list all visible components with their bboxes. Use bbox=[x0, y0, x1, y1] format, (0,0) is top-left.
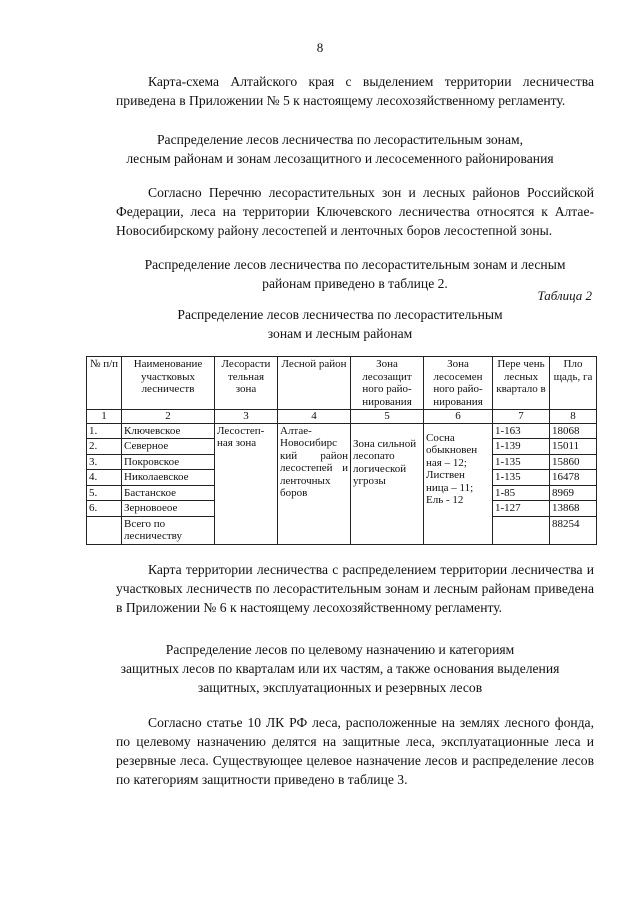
page-number: 8 bbox=[316, 40, 324, 55]
heading-line: Распределение лесов по целевому назначению и категориям bbox=[165, 642, 515, 657]
forestry-name: Северное bbox=[122, 439, 215, 455]
column-number-row bbox=[87, 410, 597, 424]
quarter-range: 1-135 bbox=[493, 454, 550, 470]
row-number: 3. bbox=[87, 454, 122, 470]
heading-target-purpose bbox=[80, 640, 600, 697]
column-number: 2 bbox=[122, 410, 215, 424]
table-title-line: зонам и лесным районам bbox=[267, 326, 413, 341]
paragraph-article-10: Согласно статье 10 ЛК РФ леса, расположенные на землях лесного фонда, по целевому назначению делятся на защитные леса, эксплуатационные леса и резервные леса. Существующее целевое назначение лесов и распределение лесов по категориям защитности приведено в таблице 3. bbox=[116, 715, 594, 787]
paragraph-map-scheme: Карта-схема Алтайского края с выделением территории лесничества приведена в Приложении № 5 к настоящему лесохозяйственному регламенту. bbox=[116, 74, 594, 108]
heading-forest-distribution bbox=[90, 130, 590, 168]
area-value: 15860 bbox=[550, 454, 597, 470]
row-number: 4. bbox=[87, 470, 122, 486]
forestry-name: Бастанское bbox=[122, 485, 215, 501]
forest-distribution-table bbox=[86, 356, 597, 545]
table-title-line: Распределение лесов лесничества по лесорастительным bbox=[177, 307, 503, 322]
heading-line: защитных лесов по кварталам или их частям, а также основания выделения bbox=[120, 661, 560, 676]
header-cell: Лесной район bbox=[278, 357, 351, 410]
area-value: 13868 bbox=[550, 501, 597, 517]
area-value: 18068 bbox=[550, 423, 597, 439]
quarter-range: 1-139 bbox=[493, 439, 550, 455]
header-cell: Наименование участковых лесничеств bbox=[122, 357, 215, 410]
table-label: Таблица 2 bbox=[537, 288, 592, 303]
area-value: 16478 bbox=[550, 470, 597, 486]
quarter-range: 1-85 bbox=[493, 485, 550, 501]
quarter-range: 1-127 bbox=[493, 501, 550, 517]
table-title bbox=[90, 305, 590, 343]
table-row bbox=[87, 423, 597, 439]
paragraph-zones-list: Согласно Перечню лесорастительных зон и лесных районов Российской Федерации, леса на территории Ключевского лесничества относятся к Алтае-Новосибирскому району лесостепей и ленточных боров лесостепной зоны. bbox=[116, 185, 594, 238]
forestry-name: Николаевское bbox=[122, 470, 215, 486]
quarter-range: 1-163 bbox=[493, 423, 550, 439]
heading-line: Распределение лесов лесничества по лесорастительным зонам, bbox=[157, 132, 523, 147]
quarter-range: 1-135 bbox=[493, 470, 550, 486]
header-cell: Пло щадь, га bbox=[550, 357, 597, 410]
heading-line: лесным районам и зонам лесозащитного и лесосеменного районирования bbox=[126, 151, 554, 166]
column-number: 5 bbox=[351, 410, 424, 424]
total-area: 88254 bbox=[550, 516, 597, 544]
area-value: 15011 bbox=[550, 439, 597, 455]
empty-cell bbox=[493, 516, 550, 544]
seed-zone-cell: Сосна обыкновен ная – 12; Листвен ница – 11; Ель - 12 bbox=[424, 423, 493, 544]
header-cell: Пере чень лесных квартало в bbox=[493, 357, 550, 410]
column-number: 7 bbox=[493, 410, 550, 424]
column-number: 1 bbox=[87, 410, 122, 424]
table-header-row bbox=[87, 357, 597, 410]
column-number: 8 bbox=[550, 410, 597, 424]
forestry-name: Зерновоеое bbox=[122, 501, 215, 517]
text-line: районам приведено в таблице 2. bbox=[262, 276, 448, 291]
forestry-name: Покровское bbox=[122, 454, 215, 470]
header-cell: Лесорасти тельная зона bbox=[215, 357, 278, 410]
paragraph-table-reference bbox=[116, 255, 594, 293]
column-number: 3 bbox=[215, 410, 278, 424]
row-number: 5. bbox=[87, 485, 122, 501]
forest-zone-cell: Лесостеп-ная зона bbox=[215, 423, 278, 544]
column-number: 6 bbox=[424, 410, 493, 424]
text-line: Распределение лесов лесничества по лесорастительным зонам и лесным bbox=[144, 257, 566, 272]
row-number: 2. bbox=[87, 439, 122, 455]
row-number: 1. bbox=[87, 423, 122, 439]
paragraph-map-appendix: Карта территории лесничества с распределением территории лесничества и участковых лесничеств по лесорастительным зонам и лесным районам приведена в Приложении № 6 к настоящему лесохозяйственному регламенту. bbox=[116, 562, 594, 615]
header-cell: № п/п bbox=[87, 357, 122, 410]
area-value: 8969 bbox=[550, 485, 597, 501]
empty-cell bbox=[87, 516, 122, 544]
heading-line: защитных, эксплуатационных и резервных лесов bbox=[197, 680, 483, 695]
row-number: 6. bbox=[87, 501, 122, 517]
total-label: Всего по лесничеству bbox=[122, 516, 215, 544]
forest-district-cell: Алтае-Новосибирс кий район лесостепей и ленточных боров bbox=[278, 423, 351, 544]
header-cell: Зона лесозащит ного райо-нирования bbox=[351, 357, 424, 410]
header-cell: Зона лесосемен ного райо-нирования bbox=[424, 357, 493, 410]
protection-zone-cell: Зона сильной лесопато логической угрозы bbox=[351, 423, 424, 544]
forestry-name: Ключевское bbox=[122, 423, 215, 439]
column-number: 4 bbox=[278, 410, 351, 424]
